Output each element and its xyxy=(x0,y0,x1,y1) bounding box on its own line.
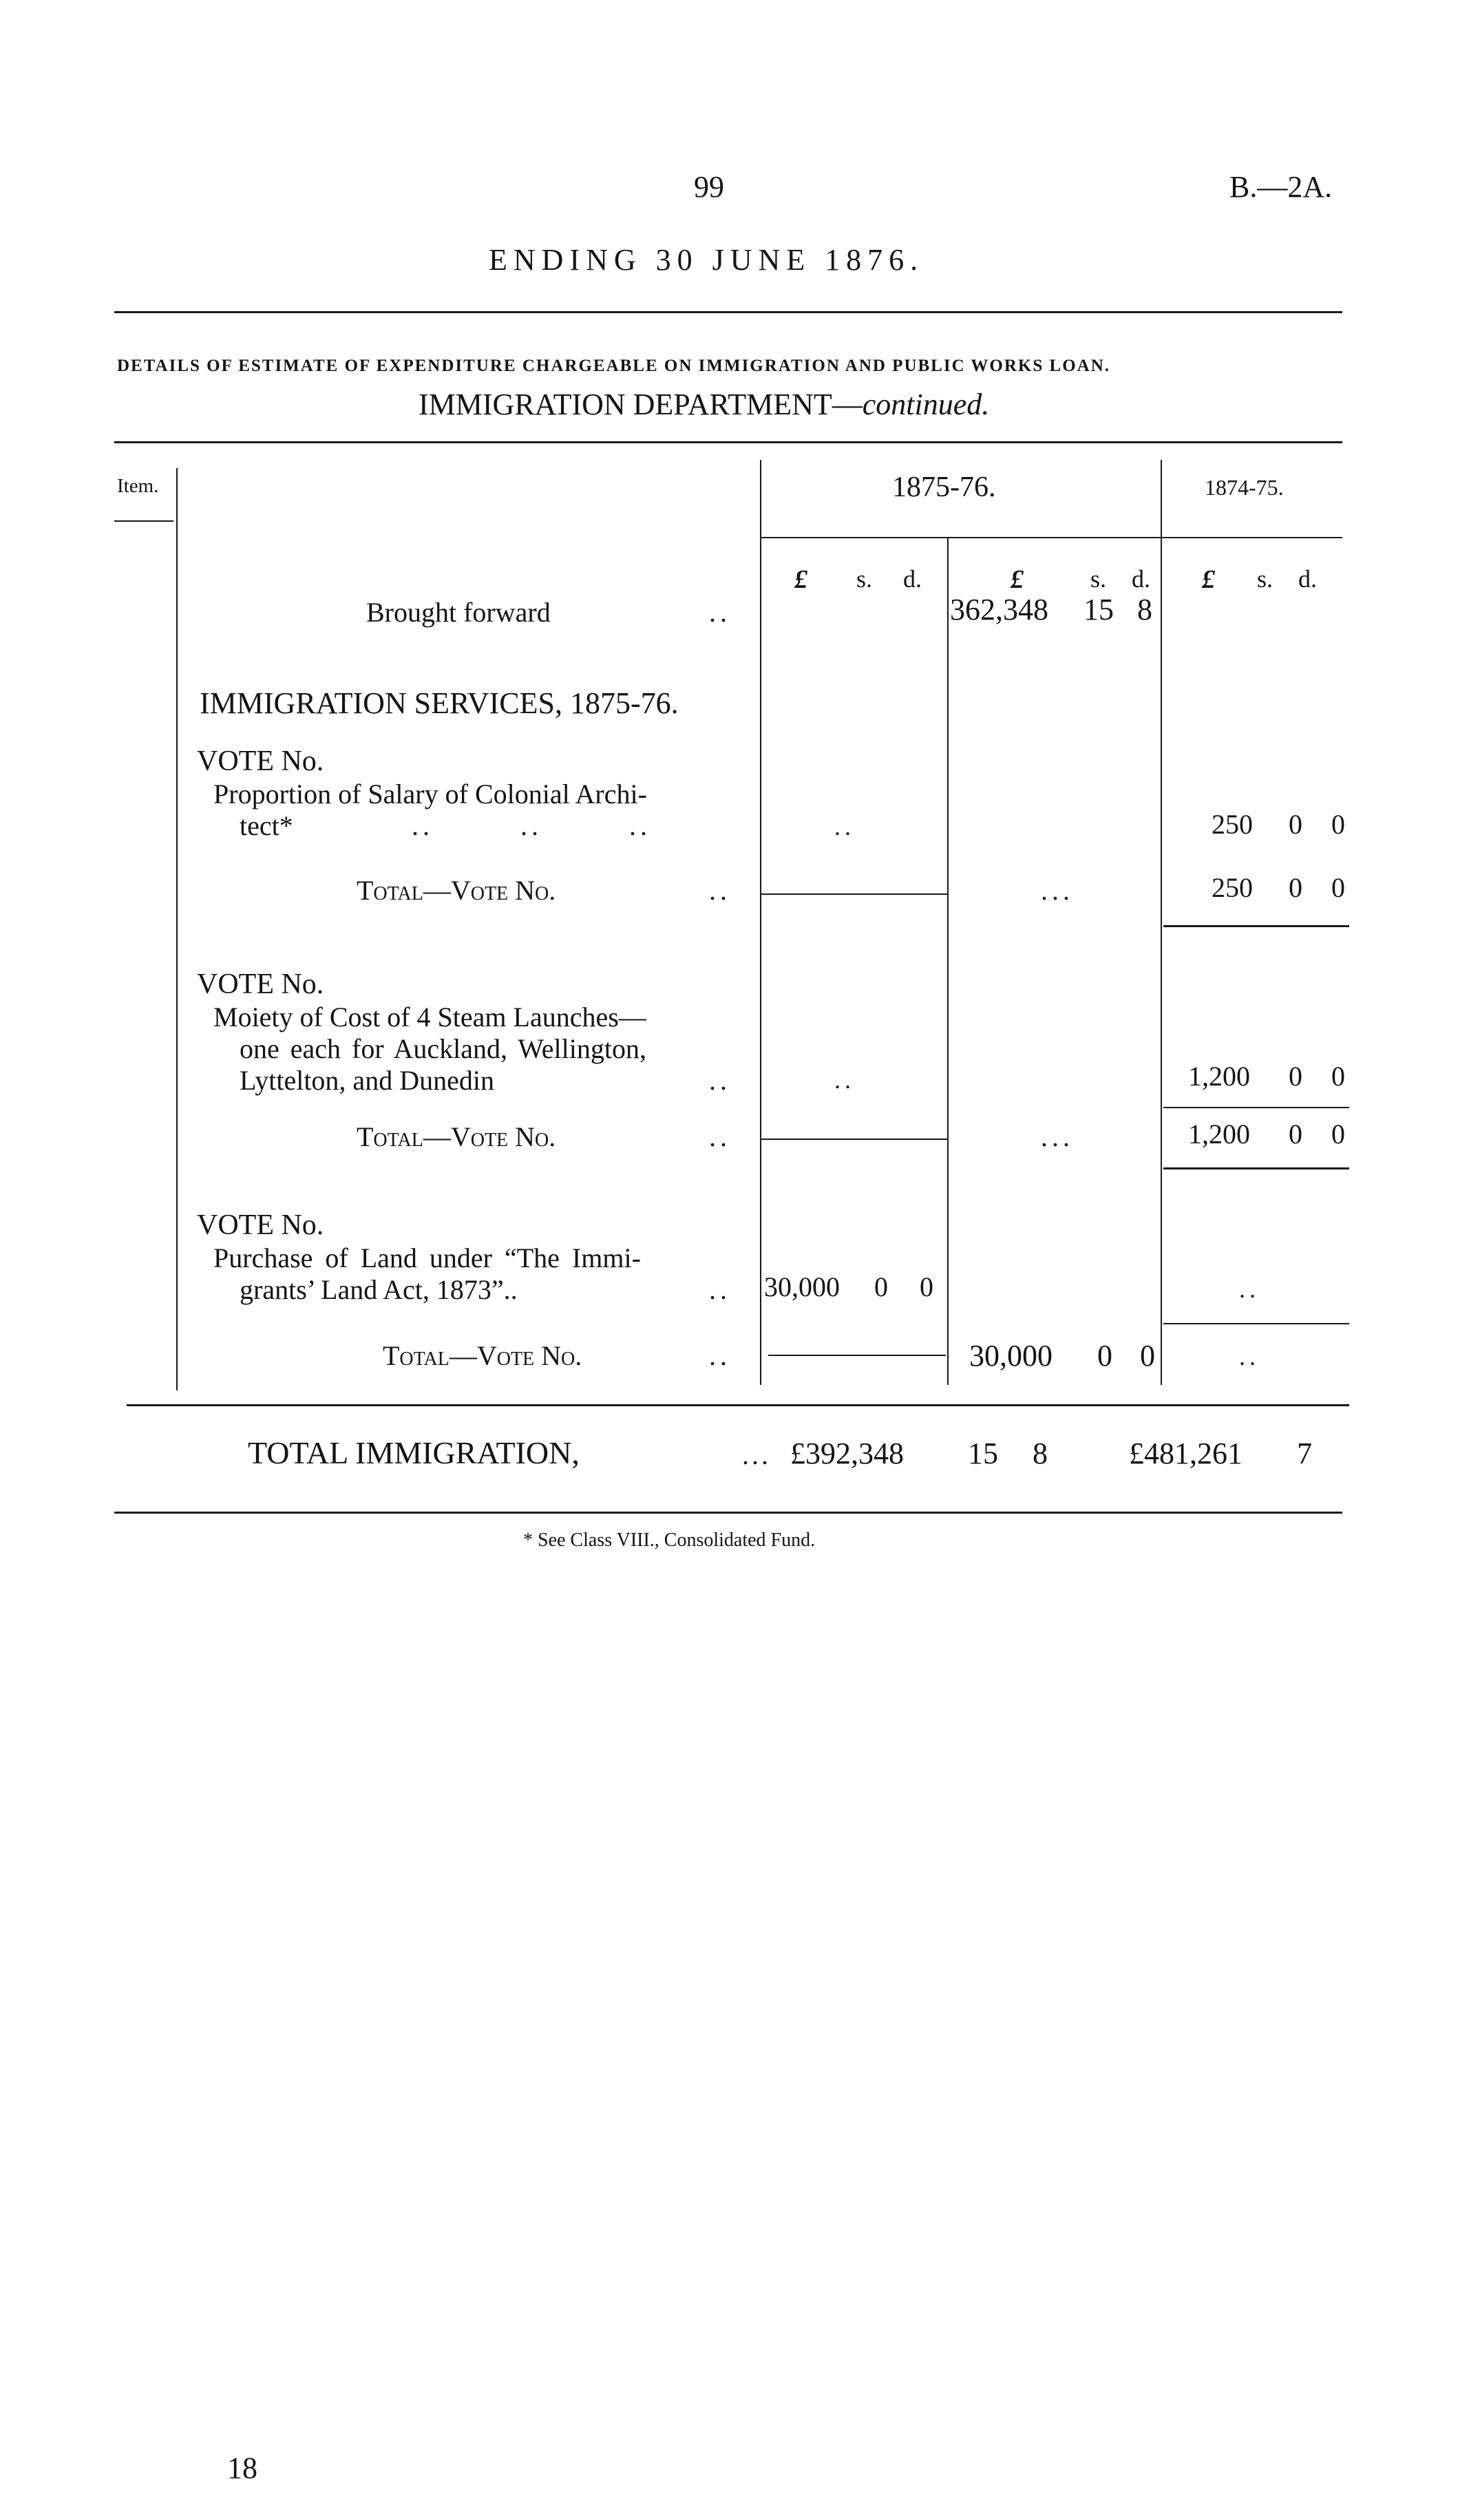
vote-3-label: VOTE No. xyxy=(197,1209,324,1241)
vote-1-col3-shillings: 0 xyxy=(1289,809,1302,840)
vote-2-total-col3-shillings: 0 xyxy=(1289,1119,1302,1150)
vote-2-col3-shillings: 0 xyxy=(1289,1061,1302,1092)
grand-total-prior-shillings: 7 xyxy=(1297,1437,1312,1470)
col2-pence-head: d. xyxy=(1132,565,1150,593)
brought-forward-pounds: 362,348 xyxy=(950,593,1048,626)
year-current-underline xyxy=(760,537,1161,538)
brought-forward-shillings: 15 xyxy=(1083,593,1114,626)
vote-2-total-col3-pence: 0 xyxy=(1331,1119,1345,1150)
vote-3-total-col2-pence: 0 xyxy=(1140,1339,1155,1373)
vote-2-col3-subtotal-rule xyxy=(1163,1107,1349,1108)
vote-3-total-col2-shillings: 0 xyxy=(1097,1339,1112,1373)
top-rule xyxy=(114,311,1342,313)
year-prior-underline xyxy=(1162,537,1342,538)
grand-total-current: £392,348 xyxy=(790,1437,904,1470)
vote-1-col1-value: .. xyxy=(834,813,855,840)
col1-pound-head: £ xyxy=(794,565,807,594)
vote-2-col3-pounds: 1,200 xyxy=(1188,1061,1250,1092)
details-title: DETAILS OF ESTIMATE OF EXPENDITURE CHARGEABLE ON IMMIGRATION AND PUBLIC WORKS LOAN. xyxy=(117,357,1111,375)
vote-3-total-leader: .. xyxy=(709,1340,731,1371)
col2-shilling-head: s. xyxy=(1090,565,1107,593)
vote-1-total-col2: ... xyxy=(1041,875,1074,906)
vote-1-col3-pence: 0 xyxy=(1331,809,1345,840)
vote-2-col1-value: .. xyxy=(834,1066,855,1094)
vote-2-desc-line-2: one each for Auckland, Wellington, xyxy=(240,1033,646,1064)
vote-3-desc-line-2: grants’ Land Act, 1873”.. xyxy=(240,1274,518,1305)
vote-2-total-label: Total—Vote No. xyxy=(357,1121,556,1152)
vote-3-total-col3-value: .. xyxy=(1239,1343,1260,1370)
vote-2-total-leader: .. xyxy=(709,1121,731,1152)
vote-3-col1-total-rule xyxy=(768,1355,946,1356)
vote-1-total-leader: .. xyxy=(709,875,731,906)
vote-1-col1-total-rule xyxy=(761,893,947,895)
document-reference: B.—2A. xyxy=(1229,170,1333,204)
department-name: IMMIGRATION DEPARTMENT— xyxy=(419,388,863,421)
vote-1-col3-pounds: 250 xyxy=(1212,809,1253,840)
vote-1-total-label: Total—Vote No. xyxy=(357,875,556,906)
vote-2-col3-total-rule xyxy=(1163,1167,1349,1169)
col3-shilling-head: s. xyxy=(1257,565,1273,593)
vote-3-col3-subtotal-rule xyxy=(1163,1323,1349,1324)
grand-total-rule xyxy=(114,1512,1342,1514)
vote-1-desc-line-1: Proportion of Salary of Colonial Archi- xyxy=(213,779,647,809)
vote-2-col1-total-rule xyxy=(761,1139,947,1140)
vote-3-desc-line-1: Purchase of Land under “The Immi- xyxy=(213,1242,641,1273)
column1-left-divider xyxy=(760,460,761,1385)
vote-2-desc-line-3: Lyttelton, and Dunedin xyxy=(240,1065,494,1096)
vote-2-desc-leader: .. xyxy=(709,1065,731,1096)
grand-total-current-shillings: 15 xyxy=(968,1437,998,1470)
item-column-header: Item. xyxy=(117,475,159,497)
vote-1-desc-line-2: tect* xyxy=(240,810,293,841)
vote-1-desc-leader: .. .. .. xyxy=(412,810,651,841)
grand-total-current-pence: 8 xyxy=(1033,1437,1048,1470)
section-heading: IMMIGRATION SERVICES, 1875-76. xyxy=(200,686,679,720)
vote-3-col3-value: .. xyxy=(1239,1275,1260,1303)
vote-3-total-label: Total—Vote No. xyxy=(383,1340,582,1371)
vote-1-total-col3-pounds: 250 xyxy=(1212,872,1253,903)
vote-2-total-col2: ... xyxy=(1041,1121,1074,1152)
year-current-header: 1875-76. xyxy=(892,472,996,503)
department-continued: continued. xyxy=(862,388,990,421)
vote-2-col3-pence: 0 xyxy=(1331,1061,1345,1092)
bottom-page-mark: 18 xyxy=(227,2451,257,2485)
col1-pence-head: d. xyxy=(903,565,922,593)
grand-total-prior: £481,261 xyxy=(1129,1437,1243,1470)
vote-1-total-col3-shillings: 0 xyxy=(1289,872,1302,903)
page-number: 99 xyxy=(694,170,724,204)
vote-2-total-col3-pounds: 1,200 xyxy=(1188,1119,1250,1150)
vote-1-col3-total-rule xyxy=(1163,925,1349,927)
vote-1-total-col3-pence: 0 xyxy=(1331,872,1345,903)
column2-left-divider xyxy=(947,537,949,1385)
brought-forward-label: Brought forward xyxy=(366,597,551,628)
brought-forward-leader: .. xyxy=(709,597,731,628)
vote-2-desc-line-1: Moiety of Cost of 4 Steam Launches— xyxy=(213,1002,646,1033)
column3-left-divider xyxy=(1161,460,1162,1385)
col1-shilling-head: s. xyxy=(856,565,873,593)
item-column-divider xyxy=(176,468,178,1390)
table-bottom-rule xyxy=(127,1404,1349,1406)
vote-3-col1-pounds: 30,000 xyxy=(764,1271,840,1302)
ending-date-line: ENDING 30 JUNE 1876. xyxy=(489,243,924,277)
col2-pound-head: £ xyxy=(1011,565,1024,594)
footnote: * See Class VIII., Consolidated Fund. xyxy=(523,1529,816,1551)
brought-forward-pence: 8 xyxy=(1137,593,1152,626)
vote-3-col1-pence: 0 xyxy=(920,1271,933,1302)
vote-3-col1-shillings: 0 xyxy=(874,1271,888,1302)
grand-total-label: TOTAL IMMIGRATION, xyxy=(248,1435,580,1470)
col3-pence-head: d. xyxy=(1298,565,1317,593)
vote-3-total-col2-pounds: 30,000 xyxy=(969,1339,1053,1373)
vote-2-label: VOTE No. xyxy=(197,968,324,1000)
vote-3-desc-leader: .. xyxy=(709,1274,731,1305)
vote-1-label: VOTE No. xyxy=(197,745,324,777)
grand-total-leader: ... xyxy=(742,1439,771,1470)
year-prior-header: 1874-75. xyxy=(1205,475,1284,500)
department-title xyxy=(419,387,989,422)
item-header-rule xyxy=(114,520,173,522)
table-top-rule xyxy=(114,441,1342,443)
col3-pound-head: £ xyxy=(1202,565,1215,594)
